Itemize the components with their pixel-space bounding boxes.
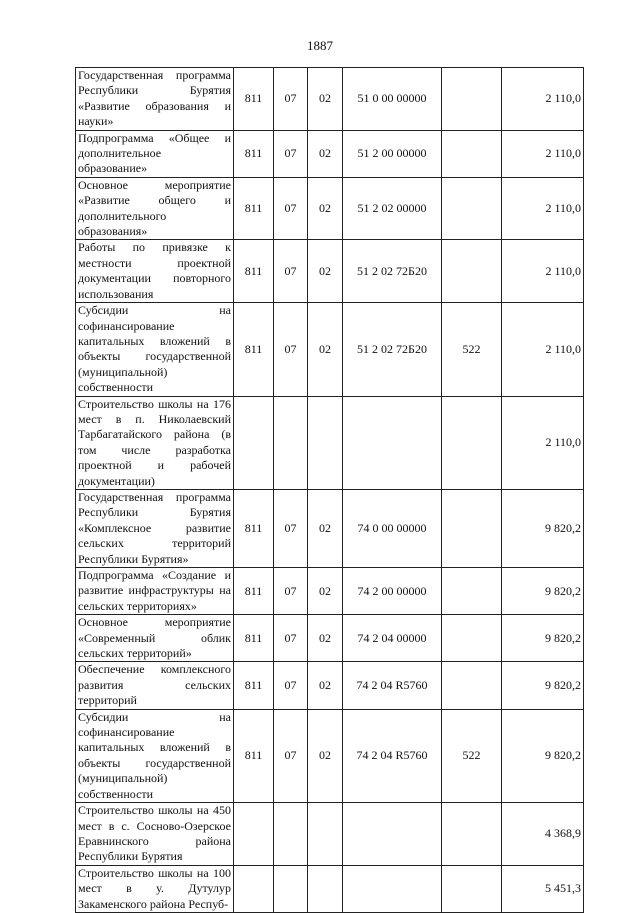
expense-type-cell — [442, 803, 502, 866]
ministry-code-cell — [234, 803, 274, 866]
row-name-cell: Государственная программа Республики Бурятия «Развитие образования и науки» — [76, 68, 234, 131]
budget-table — [75, 67, 584, 913]
table-row — [76, 662, 584, 709]
expense-type-cell — [442, 177, 502, 240]
row-name-cell: Работы по привязке к местности проектной документации повторного использования — [76, 240, 234, 303]
subsection-cell: 02 — [308, 568, 343, 615]
section-cell — [274, 865, 308, 912]
amount-cell: 9 820,2 — [502, 709, 584, 802]
section-cell: 07 — [274, 68, 308, 131]
target-article-cell: 51 2 00 00000 — [343, 130, 442, 177]
section-cell — [274, 803, 308, 866]
row-name-cell: Строительство школы на 450 мест в с. Сосново-Озерское Еравнинского района Республики Бурятия — [76, 803, 234, 866]
expense-type-cell — [442, 396, 502, 489]
row-name-cell: Государственная программа Республики Бурятия «Комплексное развитие сельских территорий Республики Бурятия» — [76, 489, 234, 567]
amount-cell: 9 820,2 — [502, 489, 584, 567]
amount-cell: 9 820,2 — [502, 568, 584, 615]
subsection-cell — [308, 396, 343, 489]
subsection-cell: 02 — [308, 177, 343, 240]
ministry-code-cell — [234, 396, 274, 489]
section-cell: 07 — [274, 615, 308, 662]
subsection-cell: 02 — [308, 303, 343, 396]
ministry-code-cell: 811 — [234, 303, 274, 396]
subsection-cell: 02 — [308, 489, 343, 567]
row-name-cell: Основное мероприятие «Развитие общего и дополнительного образования» — [76, 177, 234, 240]
ministry-code-cell — [234, 865, 274, 912]
row-name-cell: Подпрограмма «Создание и развитие инфраструктуры на сельских территориях» — [76, 568, 234, 615]
row-name-cell: Основное мероприятие «Современный облик сельских территорий» — [76, 615, 234, 662]
amount-cell: 4 368,9 — [502, 803, 584, 866]
table-row — [76, 177, 584, 240]
target-article-cell — [343, 396, 442, 489]
amount-cell: 2 110,0 — [502, 130, 584, 177]
table-row — [76, 615, 584, 662]
subsection-cell — [308, 803, 343, 866]
target-article-cell: 74 2 04 R5760 — [343, 662, 442, 709]
target-article-cell — [343, 865, 442, 912]
subsection-cell: 02 — [308, 130, 343, 177]
table-row — [76, 489, 584, 567]
target-article-cell: 74 2 00 00000 — [343, 568, 442, 615]
subsection-cell: 02 — [308, 615, 343, 662]
subsection-cell: 02 — [308, 68, 343, 131]
expense-type-cell — [442, 489, 502, 567]
target-article-cell: 51 2 02 72Б20 — [343, 240, 442, 303]
section-cell: 07 — [274, 568, 308, 615]
table-row — [76, 240, 584, 303]
ministry-code-cell: 811 — [234, 615, 274, 662]
table-row — [76, 568, 584, 615]
page-number: 1887 — [307, 38, 333, 53]
section-cell — [274, 396, 308, 489]
expense-type-cell — [442, 68, 502, 131]
amount-cell: 9 820,2 — [502, 615, 584, 662]
subsection-cell: 02 — [308, 662, 343, 709]
table-row — [76, 865, 584, 912]
amount-cell: 2 110,0 — [502, 303, 584, 396]
table-row — [76, 396, 584, 489]
expense-type-cell — [442, 662, 502, 709]
amount-cell: 2 110,0 — [502, 240, 584, 303]
target-article-cell: 51 2 02 00000 — [343, 177, 442, 240]
target-article-cell: 74 2 04 00000 — [343, 615, 442, 662]
section-cell: 07 — [274, 240, 308, 303]
expense-type-cell — [442, 865, 502, 912]
ministry-code-cell: 811 — [234, 568, 274, 615]
ministry-code-cell: 811 — [234, 662, 274, 709]
table-row — [76, 709, 584, 802]
ministry-code-cell: 811 — [234, 489, 274, 567]
target-article-cell: 51 0 00 00000 — [343, 68, 442, 131]
expense-type-cell — [442, 130, 502, 177]
amount-cell: 2 110,0 — [502, 68, 584, 131]
subsection-cell: 02 — [308, 240, 343, 303]
table-row — [76, 303, 584, 396]
expense-type-cell — [442, 240, 502, 303]
row-name-cell: Подпрограмма «Общее и дополнительное образование» — [76, 130, 234, 177]
subsection-cell — [308, 865, 343, 912]
ministry-code-cell: 811 — [234, 240, 274, 303]
ministry-code-cell: 811 — [234, 130, 274, 177]
expense-type-cell — [442, 615, 502, 662]
section-cell: 07 — [274, 662, 308, 709]
table-row — [76, 68, 584, 131]
expense-type-cell: 522 — [442, 303, 502, 396]
row-name-cell: Строительство школы на 176 мест в п. Николаевский Тарбагатайского района (в том числе разработка проектной и рабочей документации) — [76, 396, 234, 489]
section-cell: 07 — [274, 303, 308, 396]
target-article-cell: 74 2 04 R5760 — [343, 709, 442, 802]
ministry-code-cell: 811 — [234, 177, 274, 240]
amount-cell: 2 110,0 — [502, 396, 584, 489]
section-cell: 07 — [274, 709, 308, 802]
row-name-cell: Субсидии на софинансирование капитальных вложений в объекты государственной (муниципальной) собственности — [76, 709, 234, 802]
amount-cell: 9 820,2 — [502, 662, 584, 709]
expense-type-cell — [442, 568, 502, 615]
row-name-cell: Субсидии на софинансирование капитальных вложений в объекты государственной (муниципальной) собственности — [76, 303, 234, 396]
table-row — [76, 130, 584, 177]
ministry-code-cell: 811 — [234, 709, 274, 802]
target-article-cell: 51 2 02 72Б20 — [343, 303, 442, 396]
row-name-cell: Строительство школы на 100 мест в у. Дутулур Закаменского района Респуб- — [76, 865, 234, 912]
section-cell: 07 — [274, 489, 308, 567]
section-cell: 07 — [274, 130, 308, 177]
subsection-cell: 02 — [308, 709, 343, 802]
table-row — [76, 803, 584, 866]
row-name-cell: Обеспечение комплексного развития сельских территорий — [76, 662, 234, 709]
amount-cell: 2 110,0 — [502, 177, 584, 240]
target-article-cell: 74 0 00 00000 — [343, 489, 442, 567]
expense-type-cell: 522 — [442, 709, 502, 802]
target-article-cell — [343, 803, 442, 866]
budget-table-body — [76, 68, 584, 913]
amount-cell: 5 451,3 — [502, 865, 584, 912]
section-cell: 07 — [274, 177, 308, 240]
ministry-code-cell: 811 — [234, 68, 274, 131]
